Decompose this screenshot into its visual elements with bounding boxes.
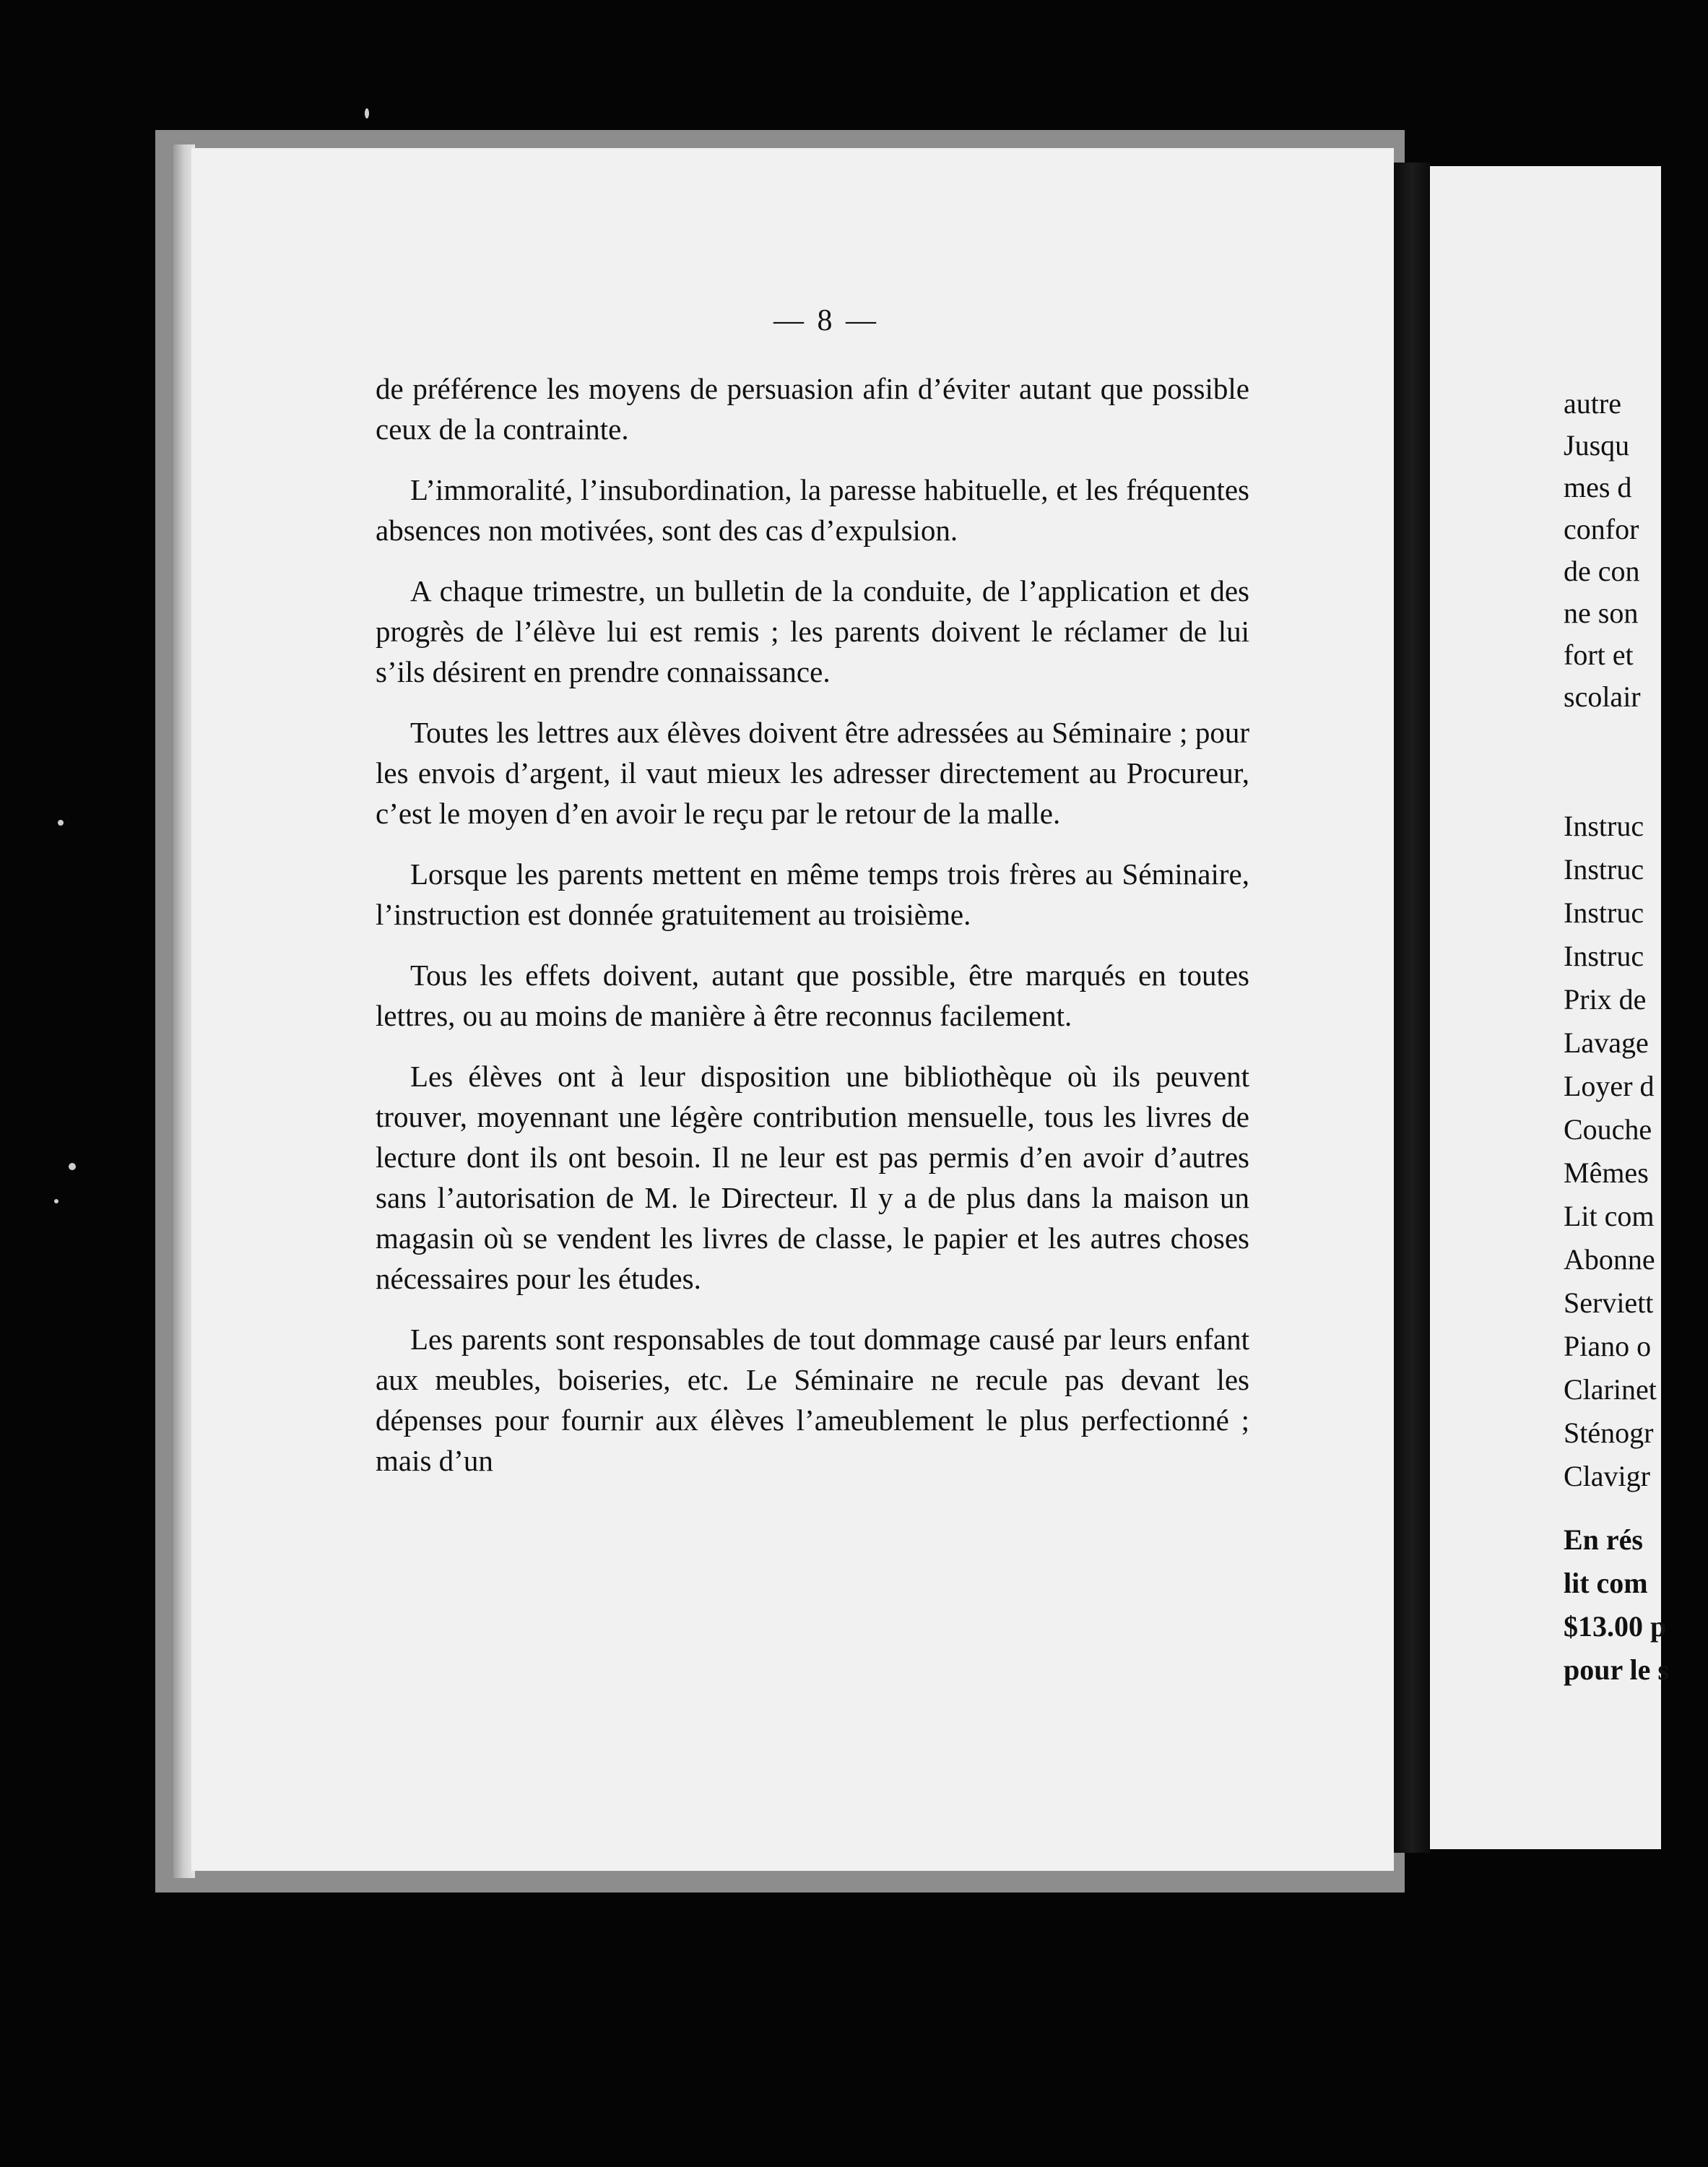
right-line: mes d [1564, 471, 1632, 503]
right-line: autre [1564, 387, 1621, 420]
right-line: Instruc [1564, 896, 1644, 929]
right-line: Mêmes [1564, 1156, 1649, 1189]
film-speck [54, 1199, 58, 1203]
right-line: Couche [1564, 1113, 1652, 1146]
right-line: Piano o [1564, 1330, 1652, 1362]
book-gutter [1394, 163, 1430, 1853]
right-line: Instruc [1564, 853, 1644, 886]
right-line: Abonne [1564, 1243, 1655, 1276]
right-line: Lit com [1564, 1200, 1655, 1232]
right-line: Prix de [1564, 983, 1647, 1016]
paragraph: Toutes les lettres aux élèves doivent être adressées au Séminaire ; pour les envois d’argent, il vaut mieux les adresser directement au Procureur, c’est le moyen d’en avoir le reçu par le retour de la malle. [376, 716, 1249, 830]
right-line: lit com [1564, 1567, 1648, 1599]
right-line: Serviett [1564, 1286, 1654, 1319]
paragraph: de préférence les moyens de persuasion afin d’éviter autant que possible ceux de la contrainte. [376, 372, 1249, 446]
right-line: $13.00 p [1564, 1610, 1667, 1643]
right-line: Jusqu [1564, 429, 1630, 462]
right-line: de con [1564, 555, 1640, 587]
right-line: En rés [1564, 1523, 1643, 1556]
paragraph: Tous les effets doivent, autant que possible, être marqués en toutes lettres, ou au moins de manière à être reconnus facilement. [376, 959, 1249, 1032]
film-speck [365, 108, 369, 118]
page-number: — 8 — [773, 304, 879, 337]
right-line: Sténogr [1564, 1416, 1654, 1449]
right-line: Clarinet [1564, 1373, 1657, 1406]
right-line: Instruc [1564, 940, 1644, 972]
paragraph: L’immoralité, l’insubordination, la paresse habituelle, et les fréquentes absences non motivées, sont des cas d’expulsion. [376, 473, 1249, 547]
right-line: Lavage [1564, 1026, 1649, 1059]
right-line: Instruc [1564, 810, 1644, 842]
right-line: ne son [1564, 597, 1639, 629]
paragraph: Les élèves ont à leur disposition une bibliothèque où ils peuvent trouver, moyennant une légère contribution mensuelle, tous les livres de lecture dont ils ont besoin. Il ne leur est pas permis d’en avoir d’autres sans l’autorisation de M. le Directeur. Il y a de plus dans la maison un magasin où se vendent les livres de classe, le papier et les autres choses nécessaires pour les études. [376, 1060, 1249, 1295]
film-speck [58, 820, 64, 826]
right-line: pour le s [1564, 1653, 1669, 1686]
paragraph: Lorsque les parents mettent en même temps trois frères au Séminaire, l’instruction est donnée gratuitement au troisième. [376, 857, 1249, 931]
right-line: Clavigr [1564, 1460, 1650, 1492]
body-text [376, 368, 1249, 1501]
paragraph: Les parents sont responsables de tout dommage causé par leurs enfant aux meubles, boiseries, etc. Le Séminaire ne recule pas devant les dépenses pour fournir aux élèves l’ameublement le plus perfectionné ; mais d’un [376, 1323, 1249, 1477]
right-line: Loyer d [1564, 1070, 1655, 1102]
right-line: confor [1564, 513, 1639, 545]
right-line: fort et [1564, 639, 1634, 671]
paragraph: A chaque trimestre, un bulletin de la conduite, de l’application et des progrès de l’élève lui est remis ; les parents doivent le réclamer de lui s’ils désirent en prendre connaissance. [376, 574, 1249, 688]
right-line: scolair [1564, 680, 1641, 713]
film-speck [69, 1163, 76, 1170]
